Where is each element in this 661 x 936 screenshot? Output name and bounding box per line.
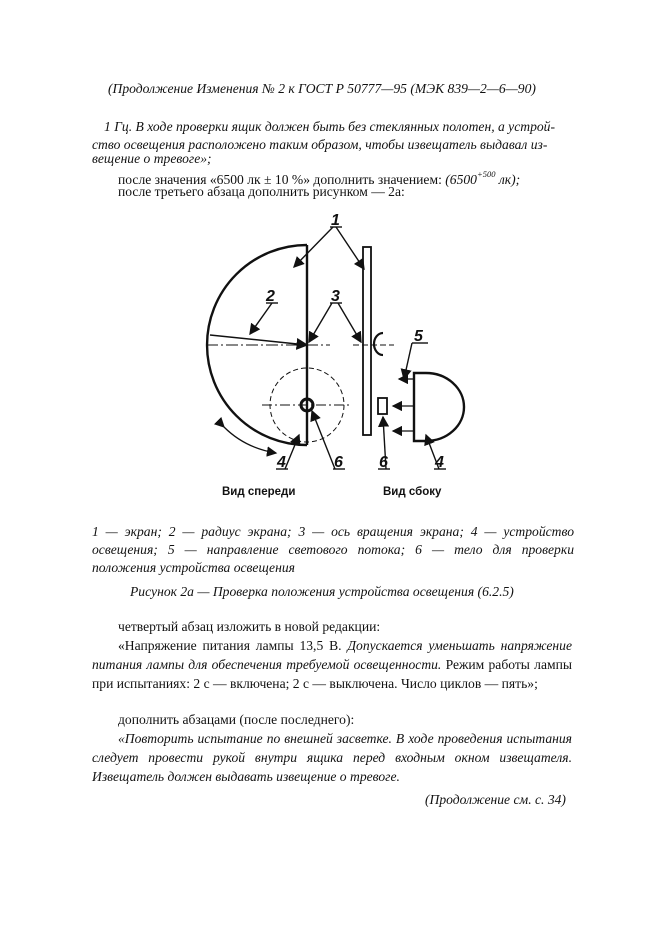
figure-legend: 1 — экран; 2 — радиус экрана; 3 — ось вращения экрана; 4 — устройство освещения; 5 — направление светового потока; 6 — тело для проверки положения устройства освещения — [92, 524, 574, 575]
rotation-arrow — [224, 427, 276, 453]
label-6-left: 6 — [334, 454, 343, 471]
paragraph-5-plain: «Напряжение питания лампы 13,5 В. — [118, 638, 348, 653]
paragraph-1-line-1: 1 Гц. В ходе проверки ящик должен быть без стеклянных полотен, а устрой- — [104, 119, 555, 134]
label-5: 5 — [414, 328, 423, 345]
lamp-dome — [414, 373, 464, 441]
lux-unit: лк); — [495, 172, 521, 187]
page-header: (Продолжение Изменения № 2 к ГОСТ Р 50777—95 (МЭК 839—2—6—90) — [108, 81, 536, 96]
radius-line — [210, 335, 307, 345]
paragraph-2-text: после значения «6500 лк ± 10 %» дополнить значением: — [118, 172, 446, 187]
lux-tolerance: +500 — [476, 169, 496, 179]
view-captions — [222, 486, 442, 498]
label-3: 3 — [331, 288, 340, 305]
view-front-caption: Вид спереди — [222, 486, 296, 498]
label-2: 2 — [266, 288, 275, 305]
label-4-left: 4 — [277, 454, 286, 471]
side-test-body — [378, 398, 387, 414]
paragraph-5-rest: Режим работы лампы при испытаниях: 2 с — включена; 2 с — выключена. Число циклов — пять»; — [92, 657, 573, 691]
label-6-right: 6 — [379, 454, 388, 471]
lux-value: (6500 — [445, 172, 477, 187]
paragraph-7: «Повторить испытание по внешней засветке. В ходе проведения испытания следует провести рукой внутри ящика перед входным окном извещателя. Извещатель должен выдавать извещение о тревоге. — [92, 731, 572, 784]
paragraph-5-italic: Допускается уменьшать напряжение питания лампы для обеспечения требуемой освещенности. — [92, 638, 572, 672]
rotation-symbol — [374, 333, 383, 355]
side-screen — [363, 247, 371, 435]
paragraph-5 — [92, 636, 572, 693]
label-1: 1 — [331, 212, 340, 229]
paragraph-4: четвертый абзац изложить в новой редакции: — [118, 619, 381, 634]
paragraph-3: после третьего абзаца дополнить рисунком — 2а: — [118, 184, 405, 199]
continuation-note: (Продолжение см. с. 34) — [425, 792, 566, 807]
leader-lines — [250, 227, 446, 469]
paragraph-6: дополнить абзацами (после последнего): — [118, 712, 355, 727]
front-view — [206, 245, 352, 453]
figure-2a — [190, 205, 480, 505]
paragraph-1-line-2: ство освещения расположено таким образом, чтобы извещатель выдавал из- — [92, 137, 548, 152]
view-side-caption: Вид сбоку — [383, 486, 442, 498]
figure-labels — [265, 212, 444, 471]
label-4-right: 4 — [435, 454, 444, 471]
paragraph-1-line-3: вещение о тревоге»; — [92, 151, 212, 166]
figure-caption: Рисунок 2а — Проверка положения устройства освещения (6.2.5) — [130, 584, 514, 599]
side-view — [353, 247, 464, 441]
